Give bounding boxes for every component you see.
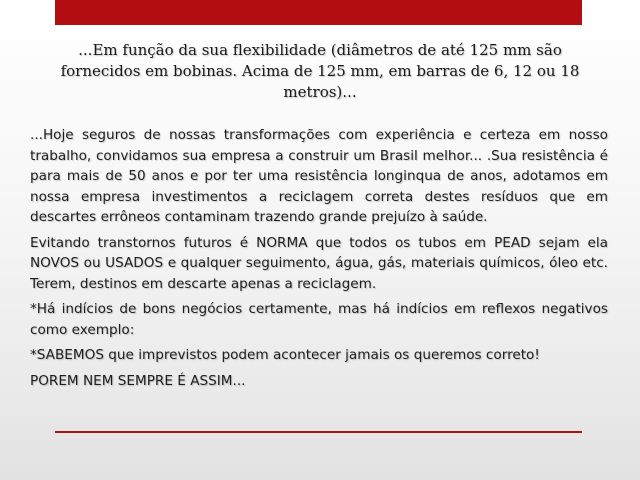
slide-title: ...Em função da sua flexibilidade (diâmetros de até 125 mm são fornecidos em bobinas. Acima de 125 mm, em barras de 6, 12 ou 18 metros)... bbox=[60, 41, 580, 101]
top-accent-bar bbox=[55, 0, 582, 25]
paragraph-porem: POREM NEM SEMPRE É ASSIM... bbox=[30, 372, 246, 389]
slide-body bbox=[30, 125, 608, 396]
paragraph-norma: Evitando transtornos futuros é NORMA que todos os tubos em PEAD sejam ela NOVOS ou USADOS e qualquer seguimento, água, gás, materiais químicos, óleo etc. Terem, destinos em descarte apenas a reciclagem. bbox=[30, 234, 608, 292]
paragraph-intro: ...Hoje seguros de nossas transformações com experiência e certeza em nosso trabalho, convidamos sua empresa a construir um Brasil melhor... .Sua resistência é para mais de 50 anos e por ter uma resistência longinqua de anos, adotamos em nossa empresa investimentos a reciclagem correta destes resíduos que em descartes errôneos contaminam trazendo grande prejuízo à saúde. bbox=[30, 127, 608, 225]
paragraph-indicios: *Há indícios de bons negócios certamente, mas há indícios em reflexos negativos como exemplo: bbox=[30, 301, 608, 338]
paragraph-sabemos: *SABEMOS que imprevistos podem acontecer jamais os queremos correto! bbox=[30, 347, 540, 363]
bottom-accent-line bbox=[55, 431, 582, 433]
